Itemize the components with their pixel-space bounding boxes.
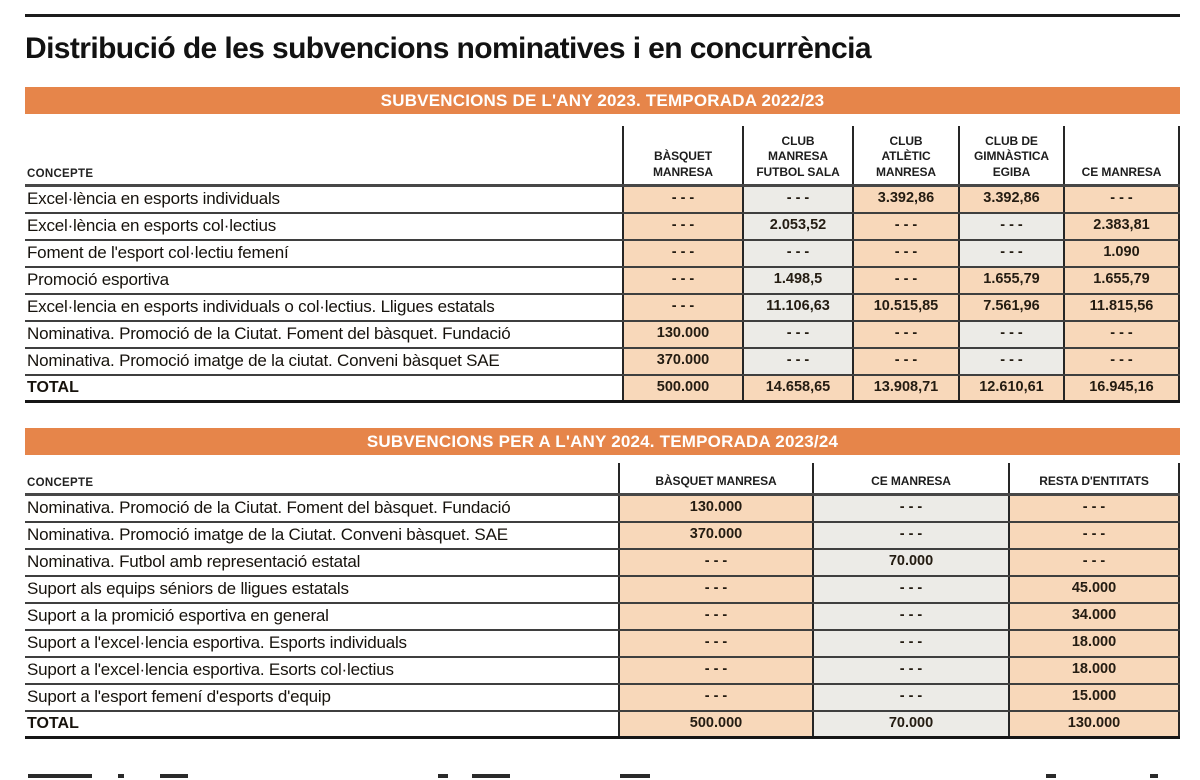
table-row (25, 268, 1180, 295)
table-row (25, 187, 1180, 214)
value-cell: - - - (742, 241, 852, 266)
value-cell: - - - (852, 214, 958, 239)
value-cell: - - - (1008, 496, 1180, 521)
value-cell: - - - (958, 241, 1063, 266)
table-header (25, 126, 1180, 187)
value-cell: - - - (1063, 349, 1180, 374)
concept-cell: Suport als equips séniors de lligues estatals (27, 579, 349, 598)
value-cell: 70.000 (812, 550, 1008, 575)
table-row (25, 214, 1180, 241)
total-row (25, 376, 1180, 403)
value-cell: 130.000 (1008, 712, 1180, 736)
value-cell: - - - (852, 322, 958, 347)
value-cell: - - - (852, 268, 958, 293)
cropped-content-mark (1150, 774, 1158, 778)
value-cell: 70.000 (812, 712, 1008, 736)
cropped-content-mark (438, 774, 448, 778)
value-cell: 12.610,61 (958, 376, 1063, 400)
table-row (25, 523, 1180, 550)
concept-cell: Nominativa. Promoció imatge de la ciutat. Conveni bàsquet SAE (27, 351, 500, 370)
concept-cell: Promoció esportiva (27, 270, 169, 289)
value-cell: - - - (958, 349, 1063, 374)
column-header: BÀSQUET MANRESA (618, 463, 812, 493)
value-cell: 10.515,85 (852, 295, 958, 320)
value-cell: - - - (618, 631, 812, 656)
value-cell: - - - (812, 658, 1008, 683)
table-row (25, 295, 1180, 322)
value-cell: 370.000 (618, 523, 812, 548)
value-cell: - - - (1008, 550, 1180, 575)
concept-cell: Excel·lència en esports individuals (27, 189, 280, 208)
column-header: CLUB MANRESA FUTBOL SALA (742, 126, 852, 184)
value-cell: - - - (852, 349, 958, 374)
value-cell: - - - (618, 550, 812, 575)
concept-cell: Foment de l'esport col·lectiu femení (27, 243, 289, 262)
value-cell: 1.498,5 (742, 268, 852, 293)
table-header (25, 463, 1180, 496)
table-row (25, 604, 1180, 631)
concept-cell: Suport a l'esport femení d'esports d'equip (27, 687, 331, 706)
value-cell: - - - (812, 577, 1008, 602)
column-header: CE MANRESA (812, 463, 1008, 493)
value-cell: - - - (958, 322, 1063, 347)
concept-cell: Nominativa. Futbol amb representació estatal (27, 552, 361, 571)
column-header: CE MANRESA (1063, 126, 1180, 184)
value-cell: - - - (622, 241, 742, 266)
value-cell: - - - (812, 631, 1008, 656)
value-cell: - - - (812, 685, 1008, 710)
top-rule-divider (25, 14, 1180, 17)
value-cell: 14.658,65 (742, 376, 852, 400)
concept-cell: Nominativa. Promoció de la Ciutat. Foment del bàsquet. Fundació (27, 324, 511, 343)
total-row (25, 712, 1180, 739)
value-cell: 11.815,56 (1063, 295, 1180, 320)
concept-cell: Nominativa. Promoció imatge de la Ciutat. Conveni bàsquet. SAE (27, 525, 508, 544)
infographic (25, 14, 1180, 739)
subsidies-table-2023 (25, 126, 1180, 403)
value-cell: 500.000 (618, 712, 812, 736)
value-cell: 45.000 (1008, 577, 1180, 602)
concept-cell: Nominativa. Promoció de la Ciutat. Foment del bàsquet. Fundació (27, 498, 511, 517)
value-cell: - - - (1063, 322, 1180, 347)
concept-cell: Suport a la promició esportiva en general (27, 606, 329, 625)
value-cell: - - - (852, 241, 958, 266)
value-cell: 370.000 (622, 349, 742, 374)
table-row (25, 631, 1180, 658)
value-cell: 500.000 (622, 376, 742, 400)
value-cell: - - - (812, 523, 1008, 548)
value-cell: 1.090 (1063, 241, 1180, 266)
column-header: BÀSQUET MANRESA (622, 126, 742, 184)
column-header: CLUB ATLÈTIC MANRESA (852, 126, 958, 184)
concept-cell: Suport a l'excel·lencia esportiva. Esports individuals (27, 633, 407, 652)
cropped-content-mark (28, 774, 92, 778)
value-cell: - - - (1063, 187, 1180, 212)
value-cell: 11.106,63 (742, 295, 852, 320)
cropped-content-mark (620, 774, 650, 778)
cropped-content-mark (118, 774, 124, 778)
value-cell: 7.561,96 (958, 295, 1063, 320)
cropped-content-mark (160, 774, 188, 778)
table-body (25, 187, 1180, 403)
value-cell: - - - (742, 349, 852, 374)
value-cell: - - - (1008, 523, 1180, 548)
table-row (25, 241, 1180, 268)
value-cell: 130.000 (618, 496, 812, 521)
value-cell: 3.392,86 (852, 187, 958, 212)
concept-cell: TOTAL (27, 715, 79, 732)
value-cell: - - - (622, 214, 742, 239)
value-cell: - - - (958, 214, 1063, 239)
value-cell: 18.000 (1008, 631, 1180, 656)
value-cell: - - - (812, 604, 1008, 629)
value-cell: - - - (622, 295, 742, 320)
value-cell: 15.000 (1008, 685, 1180, 710)
value-cell: - - - (812, 496, 1008, 521)
cropped-content-mark (472, 774, 510, 778)
column-header: CLUB DE GIMNÀSTICA EGIBA (958, 126, 1063, 184)
value-cell: 3.392,86 (958, 187, 1063, 212)
table-row (25, 349, 1180, 376)
table-row (25, 685, 1180, 712)
value-cell: - - - (742, 187, 852, 212)
table-row (25, 577, 1180, 604)
table-row (25, 550, 1180, 577)
value-cell: 1.655,79 (1063, 268, 1180, 293)
cropped-content-mark (1046, 774, 1056, 778)
concept-column-header: CONCEPTE (27, 168, 94, 180)
column-header: RESTA D'ENTITATS (1008, 463, 1180, 493)
value-cell: 16.945,16 (1063, 376, 1180, 400)
page-title: Distribució de les subvencions nominatives i en concurrència (25, 32, 871, 65)
value-cell: - - - (618, 658, 812, 683)
concept-cell: Excel·lència en esports col·lectius (27, 216, 277, 235)
value-cell: 18.000 (1008, 658, 1180, 683)
value-cell: - - - (742, 322, 852, 347)
value-cell: 2.053,52 (742, 214, 852, 239)
concept-column-header: CONCEPTE (27, 477, 94, 489)
table-row (25, 496, 1180, 523)
value-cell: 13.908,71 (852, 376, 958, 400)
concept-cell: TOTAL (27, 379, 79, 396)
concept-cell: Excel·lencia en esports individuals o col·lectius. Lligues estatals (27, 297, 495, 316)
value-cell: - - - (618, 604, 812, 629)
table-row (25, 658, 1180, 685)
concept-cell: Suport a l'excel·lencia esportiva. Esorts col·lectius (27, 660, 394, 679)
section-banner-2023: SUBVENCIONS DE L'ANY 2023. TEMPORADA 2022/23 (25, 87, 1180, 114)
value-cell: - - - (622, 187, 742, 212)
value-cell: - - - (618, 685, 812, 710)
section-banner-2024: SUBVENCIONS PER A L'ANY 2024. TEMPORADA 2023/24 (25, 428, 1180, 455)
value-cell: 2.383,81 (1063, 214, 1180, 239)
table-row (25, 322, 1180, 349)
value-cell: - - - (622, 268, 742, 293)
value-cell: 34.000 (1008, 604, 1180, 629)
value-cell: 1.655,79 (958, 268, 1063, 293)
value-cell: - - - (618, 577, 812, 602)
table-body (25, 496, 1180, 739)
value-cell: 130.000 (622, 322, 742, 347)
subsidies-table-2024 (25, 463, 1180, 739)
